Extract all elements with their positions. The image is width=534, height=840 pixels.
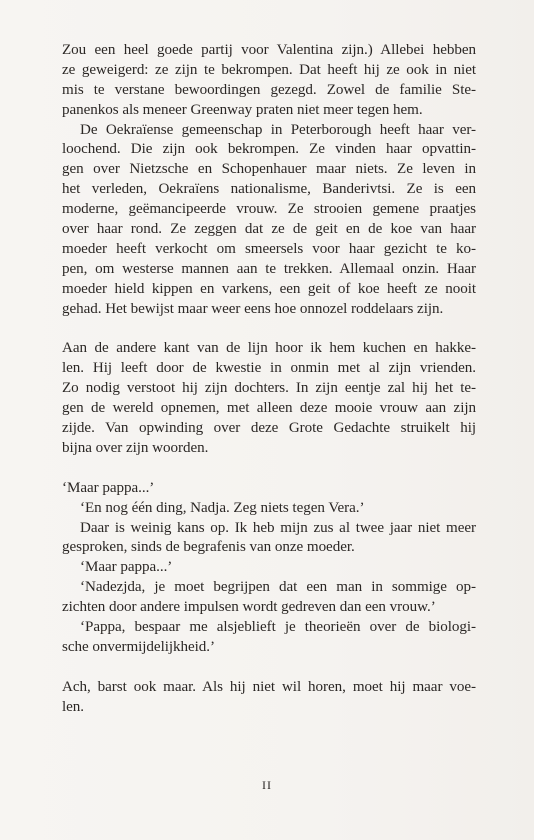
paragraph <box>62 558 476 578</box>
paragraph-gap <box>62 459 476 479</box>
text-line: het verleden, Oekraïens nationalisme, Banderivtsi. Ze is een <box>62 181 476 198</box>
text-line: loochend. Die zijn ook bekrompen. Ze vinden haar opvattin- <box>62 141 476 158</box>
text-line: len. <box>62 698 85 715</box>
text-line: De Oekraïense gemeenschap in Peterborough heeft haar ver- <box>80 121 476 138</box>
text-line: Ach, barst ook maar. Als hij niet wil horen, moet hij maar voe- <box>62 678 476 695</box>
text-line: moeder hield kippen en varkens, een geit of koe heeft ze nooit <box>62 280 476 297</box>
paragraph <box>62 678 476 718</box>
text-line: Daar is weinig kans op. Ik heb mijn zus al twee jaar niet meer <box>80 519 476 536</box>
text-line: ‘Nadezjda, je moet begrijpen dat een man in sommige op- <box>80 579 476 596</box>
text-line: pen, om westerse mannen aan te trekken. Allemaal onzin. Haar <box>62 260 476 277</box>
text-line: Zo nodig verstoot hij zijn dochters. In zijn eentje zal hij het te- <box>62 380 476 397</box>
paragraph <box>62 339 476 458</box>
paragraph <box>62 121 476 320</box>
paragraph <box>62 519 476 559</box>
text-line: ‘Maar pappa...’ <box>62 479 155 496</box>
text-line: ‘Pappa, bespaar me alsjeblieft je theorieën over de biologi- <box>80 619 476 636</box>
text-line: bijna over zijn woorden. <box>62 439 209 456</box>
paragraph <box>62 618 476 658</box>
paragraph <box>62 578 476 618</box>
text-line: len. Hij leeft door de kwestie in onmin met al zijn vrienden. <box>62 360 476 377</box>
paragraph <box>62 41 476 121</box>
text-line: over haar rond. Ze zeggen dat ze de geit en de koe van haar <box>62 221 476 238</box>
text-line: moderne, geëmancipeerde vrouw. Ze strooien gemene praatjes <box>62 201 476 218</box>
text-line: zichten door andere impulsen wordt gedreven dan een vrouw.’ <box>62 599 436 616</box>
text-line: ze geweigerd: ze zijn te bekrompen. Dat heeft hij ze ook in niet <box>62 61 476 78</box>
text-line: moeder heeft verkocht om smeersels voor haar gezicht te ko- <box>62 240 476 257</box>
text-line: Zou een heel goede partij voor Valentina zijn.) Allebei hebben <box>62 42 476 58</box>
text-line: ‘En nog één ding, Nadja. Zeg niets tegen Vera.’ <box>80 499 365 516</box>
paragraph <box>62 479 476 499</box>
paragraph-gap <box>62 319 476 339</box>
text-line: gesproken, sinds de begrafenis van onze moeder. <box>62 539 355 556</box>
text-line: panenkos als meneer Greenway praten niet meer tegen hem. <box>62 101 423 118</box>
text-line: gen de wereld opnemen, met alleen deze mooie vrouw aan zijn <box>62 400 476 417</box>
text-line: sche onvermijdelijkheid.’ <box>62 638 215 655</box>
text-line: mis te verstane bewoordingen gezegd. Zowel de familie Ste- <box>62 81 476 98</box>
text-line: gehad. Het bewijst maar weer eens hoe onnozel roddelaars zijn. <box>62 300 444 317</box>
paragraph-gap <box>62 658 476 678</box>
page-number: II <box>262 778 272 792</box>
paragraph <box>62 499 476 519</box>
text-line: Aan de andere kant van de lijn hoor ik hem kuchen en hakke- <box>62 340 476 357</box>
text-line: zijde. Van opwinding over deze Grote Gedachte struikelt hij <box>62 420 476 437</box>
text-line: ‘Maar pappa...’ <box>80 559 173 576</box>
body-text <box>62 41 476 718</box>
text-line: gen over Nietzsche en Schopenhauer maar niets. Ze leven in <box>62 161 476 178</box>
